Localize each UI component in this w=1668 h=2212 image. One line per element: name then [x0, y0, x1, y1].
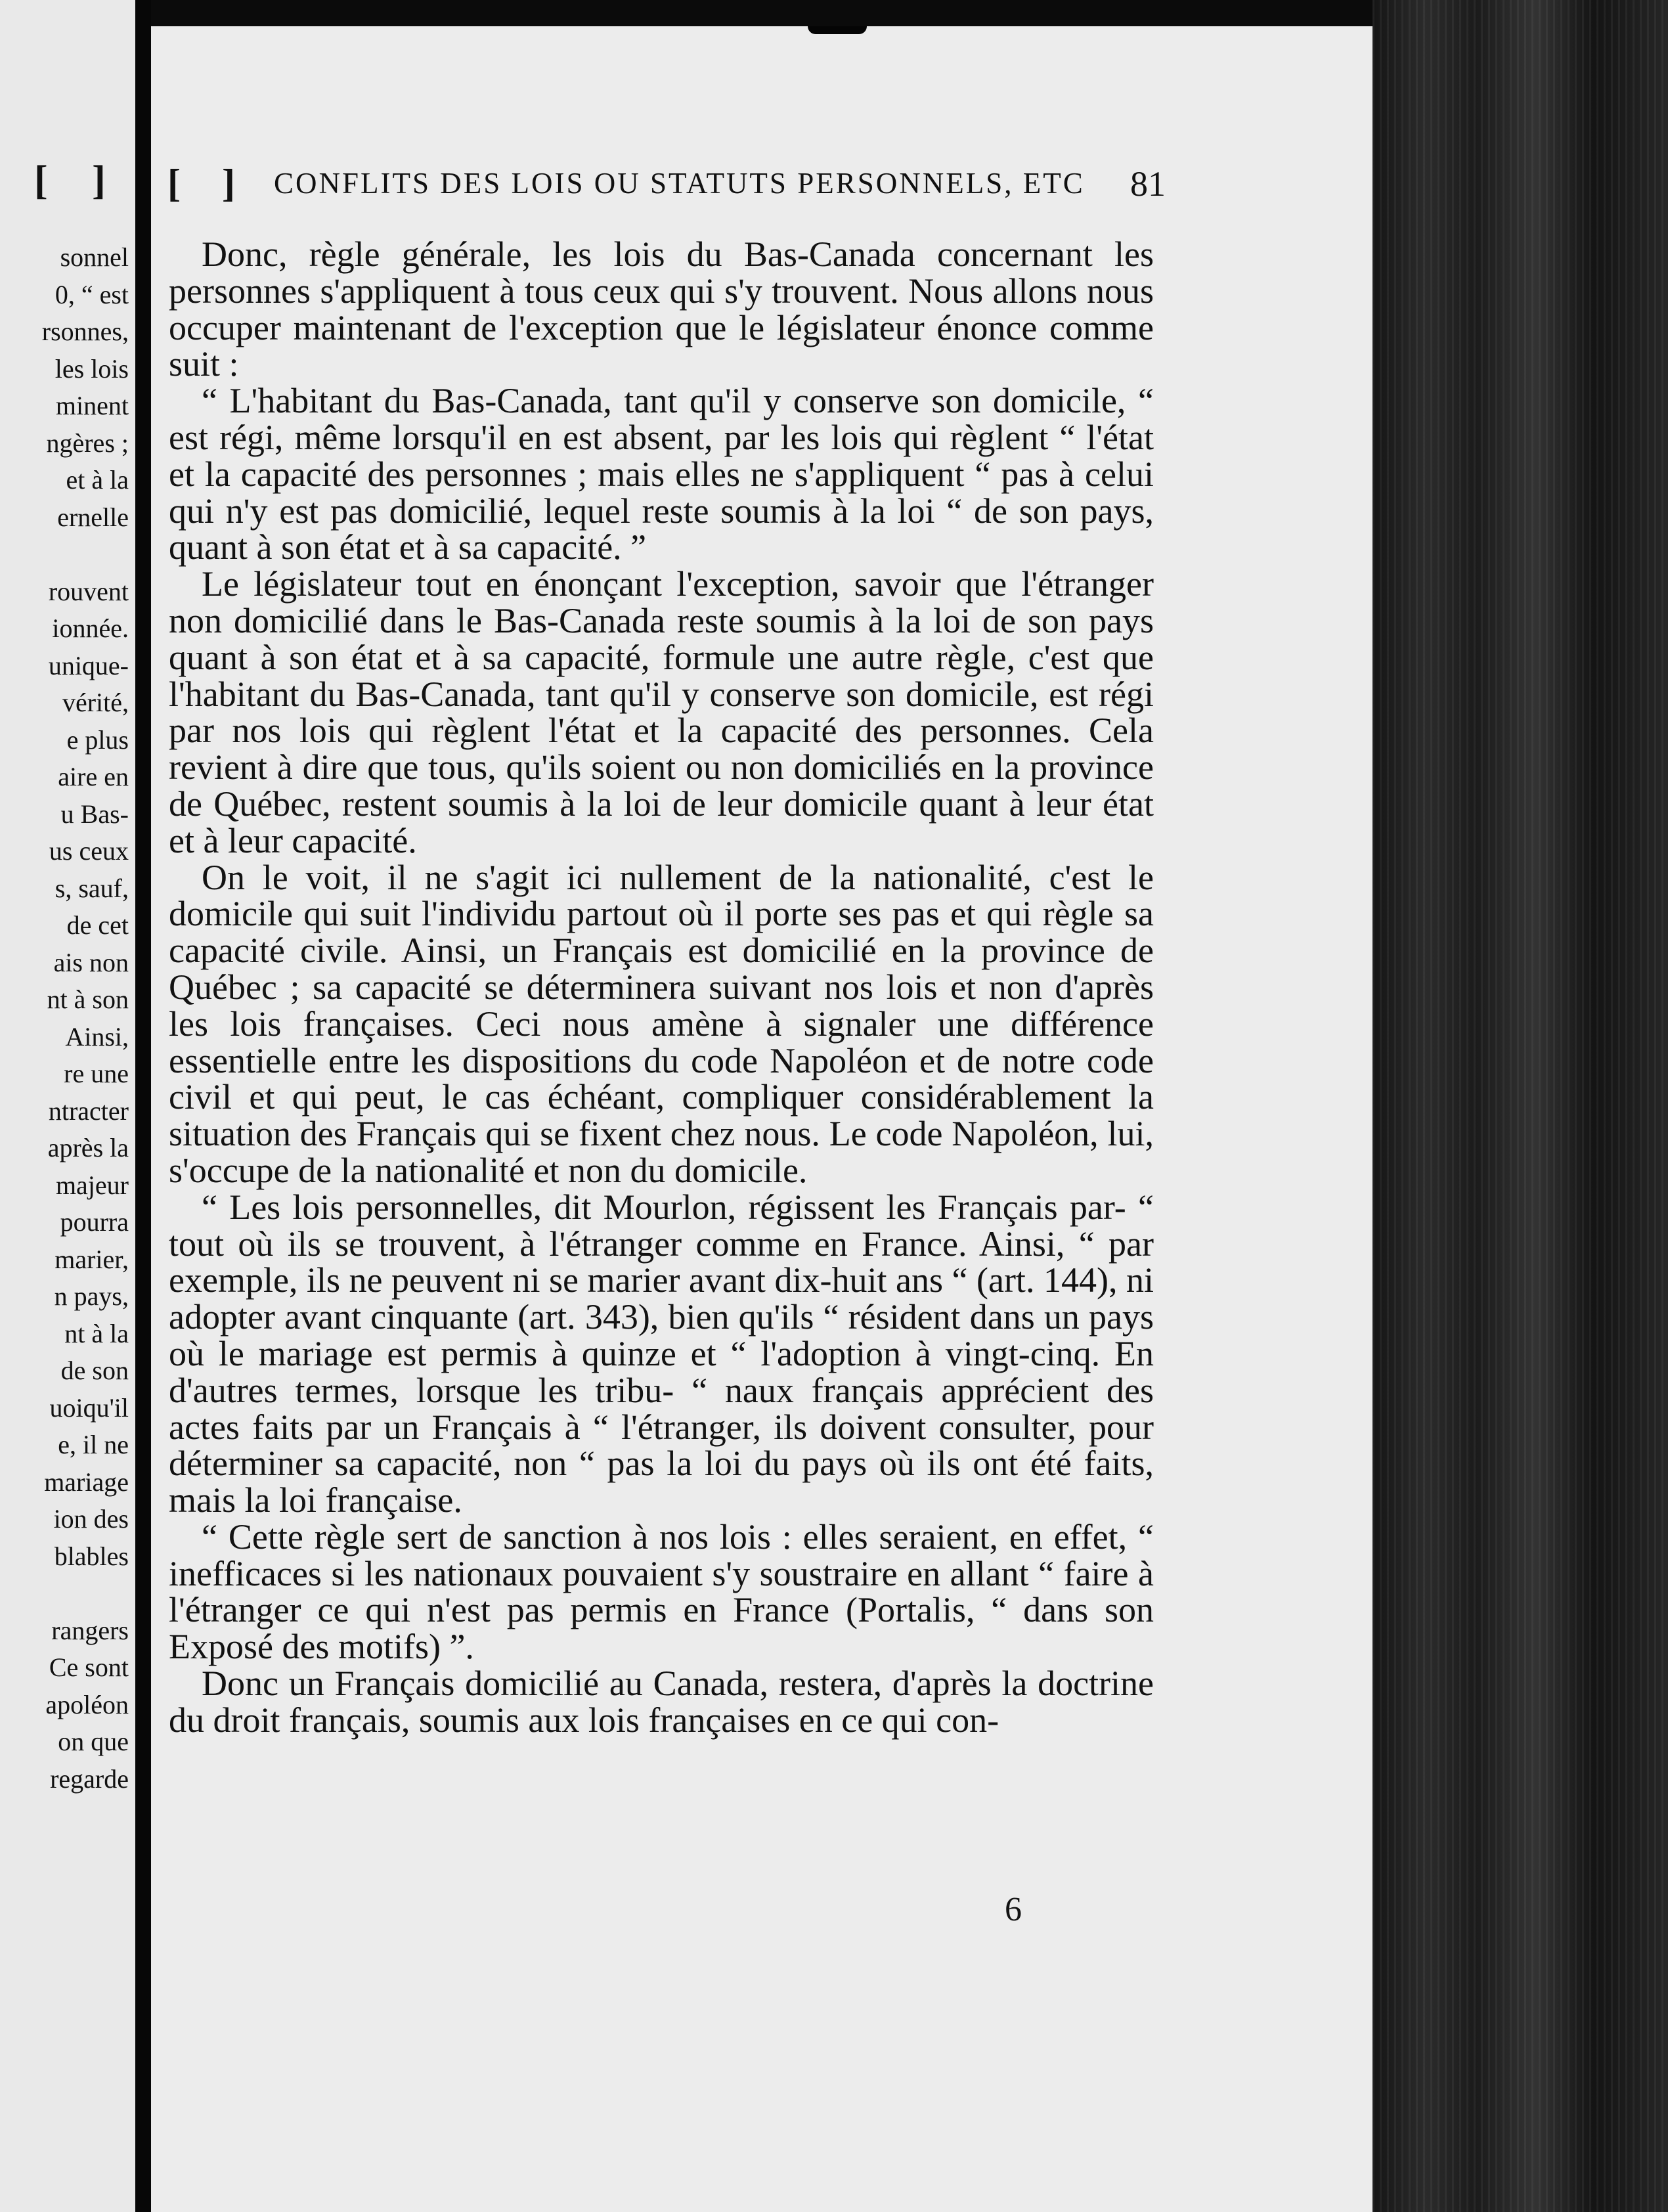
previous-page-line: pourra [60, 1207, 129, 1237]
previous-page-line: rsonnes, [41, 317, 129, 346]
previous-page-line: blables [54, 1541, 129, 1571]
previous-page-line: Ainsi, [65, 1021, 129, 1051]
previous-page-line: de son [60, 1356, 129, 1385]
quoted-paragraph: “ Les lois personnelles, dit Mourlon, régissent les Français par- “ tout où ils se trouvent, à l'étranger comme en France. Ainsi, “ par exemple, ils ne peuvent ni se marier avant dix-huit ans “ (art. 144), ni adopter avant cinquante (art. 343), bien qu'ils “ résident dans un pays où le mariage est permis à quinze et “ l'adoption à vingt-cinq. En d'autres termes, lorsque les tribu- “ naux français apprécient des actes faits par un Français à “ l'étranger, ils doivent consulter, pour déterminer sa capacité, non “ pas la loi du pays où ils ont été faits, mais la loi française. [169, 1187, 1154, 1520]
previous-page-line: vérité, [62, 688, 129, 717]
paragraph: On le voit, il ne s'agit ici nullement de la nationalité, c'est le domicile qui suit l'individu partout où il porte ses pas et qui règle sa capacité civile. Ainsi, un Français est domicilié en la province de Québec ; sa capacité se déterminera suivant nos lois et non d'après les lois françaises. Ceci nous amène à signaler une différence essentielle entre les dispositions du code Napoléon et de notre code civil et qui peut, le cas échéant, compliquer considérablement la situation des Français qui se fixent chez nous. Le code Napoléon, lui, s'occupe de la nationalité et non du domicile. [169, 857, 1154, 1190]
running-header [167, 161, 1166, 213]
previous-page-line: unique- [48, 650, 129, 680]
previous-page-line: les lois [55, 353, 129, 384]
header-bracket: [ ] [167, 162, 251, 205]
previous-page-line: ion des [53, 1504, 129, 1534]
previous-page-line: ngères ; [46, 428, 129, 458]
previous-page-line: us ceux [49, 836, 129, 866]
previous-page-line: sonnel [60, 242, 129, 272]
previous-page-line: re une [64, 1059, 129, 1088]
previous-page-line: regarde [50, 1763, 129, 1794]
previous-page-line: nt à la [64, 1318, 129, 1348]
previous-page-strip [0, 0, 135, 2212]
quoted-paragraph: “ L'habitant du Bas-Canada, tant qu'il y conserve son domicile, “ est régi, même lorsqu'il en est absent, par les lois qui règlent “ l'état et la capacité des personnes ; mais elles ne s'appliquent “ pas à celui qui n'y est pas domicilié, lequel reste soumis à la loi “ de son pays, quant à son état et à sa capacité. ” [169, 381, 1154, 567]
previous-page-line: de cet [66, 910, 129, 940]
previous-page-line: Ce sont [49, 1652, 129, 1682]
previous-page-line: minent [55, 391, 129, 420]
gutter [135, 0, 151, 2212]
previous-page-line: mariage [44, 1467, 129, 1497]
previous-page-line: e plus [66, 724, 129, 755]
previous-page-line: u Bas- [60, 799, 129, 829]
running-title: CONFLITS DES LOIS OU STATUTS PERSONNELS, ETC [274, 167, 1085, 200]
previous-page-line: apoléon [45, 1689, 129, 1719]
quoted-paragraph: “ Cette règle sert de sanction à nos lois : elles seraient, en effet, “ inefficaces si les nationaux pouvaient s'y soustraire en allant “ faire à l'étranger ce qui n'est pas permis en France (Portalis, “ dans son Exposé des motifs) ”. [169, 1516, 1154, 1667]
previous-page-line: rouvent [48, 576, 129, 606]
previous-page-line: ionnée. [52, 613, 129, 643]
page-number: 81 [1130, 164, 1166, 204]
previous-page-line: ais non [53, 947, 129, 977]
signature-mark: 6 [1005, 1891, 1022, 1928]
previous-page-line: nt à son [47, 984, 129, 1014]
previous-page-line: et à la [66, 465, 129, 495]
previous-page-line: s, sauf, [55, 873, 129, 903]
body-text [169, 236, 1154, 1739]
paragraph: Le législateur tout en énonçant l'exception, savoir que l'étranger non domicilié dans le Bas-Canada reste soumis à la loi de son pays quant à son état et à sa capacité, formule une autre règle, c'est que l'habitant du Bas-Canada, tant qu'il y conserve son domicile, est régi par nos lois qui règlent l'état et la capacité des personnes. Cela revient à dire que tous, qu'ils soient ou non domiciliés en la province de Québec, restent soumis à la loi de leur domicile quant à leur état et à leur capacité. [169, 564, 1154, 860]
previous-page-line: 0, “ est [55, 279, 129, 309]
previous-page-line: on que [58, 1727, 129, 1756]
previous-page-line: aire en [58, 762, 129, 791]
previous-page-line: n pays, [54, 1281, 129, 1311]
previous-page-line: ntracter [48, 1095, 129, 1126]
previous-page-bracket: [ ] [34, 158, 123, 203]
paragraph: Donc, règle générale, les lois du Bas-Canada concernant les personnes s'appliquent à tous ceux qui s'y trouvent. Nous allons nous occuper maintenant de l'exception que le législateur énonce comme suit : [169, 234, 1154, 384]
paragraph: Donc un Français domicilié au Canada, restera, d'après la doctrine du droit français, soumis aux lois françaises en ce qui con- [169, 1664, 1154, 1740]
page-notch [808, 26, 867, 34]
book-edge [1372, 0, 1668, 2212]
previous-page-line: ernelle [57, 502, 129, 532]
previous-page-line: majeur [55, 1170, 129, 1200]
previous-page-line: après la [47, 1133, 129, 1162]
previous-page-line: uoiqu'il [49, 1392, 129, 1423]
previous-page-line: rangers [51, 1615, 129, 1645]
previous-page-line: marier, [55, 1244, 129, 1274]
previous-page-line: e, il ne [58, 1430, 129, 1459]
